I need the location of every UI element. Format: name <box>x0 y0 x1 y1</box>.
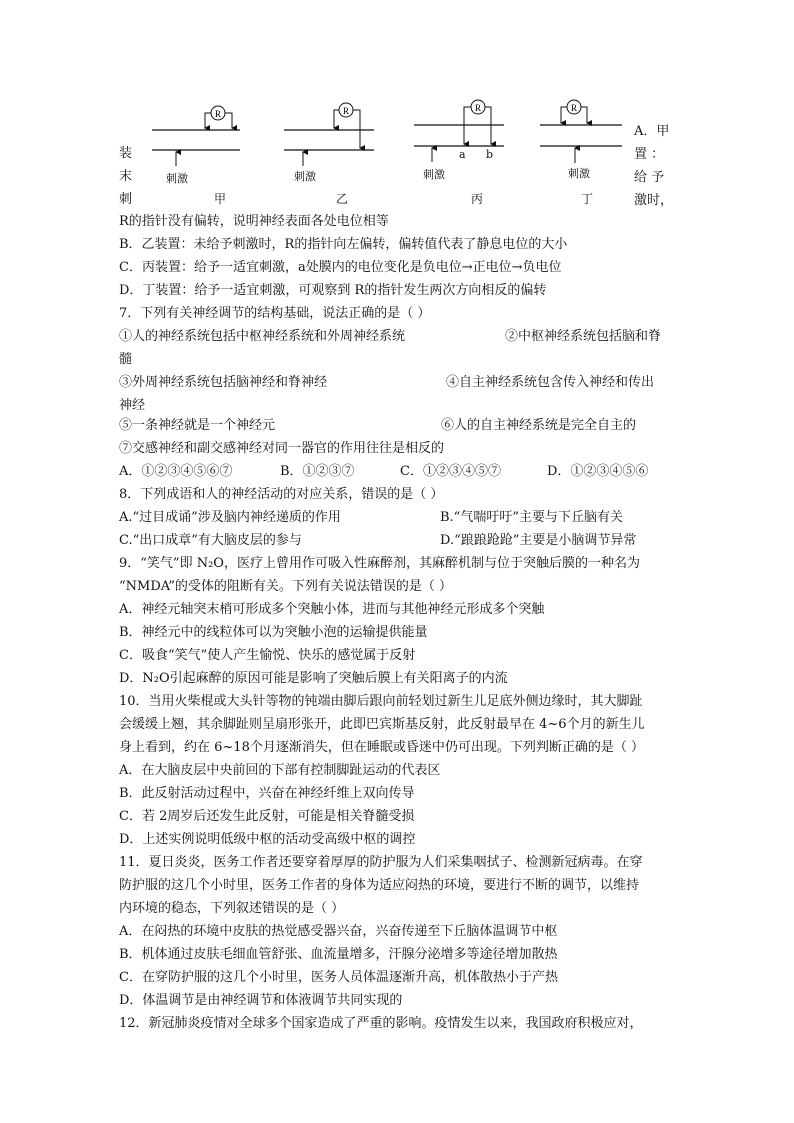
q9-option-a: A．神经元轴突末梢可形成多个突触小体，进而与其他神经元形成多个突触 <box>119 602 545 617</box>
q12-stem-line-1: 12．新冠肺炎疫情对全球多个国家造成了严重的影响。疫情发生以来，我国政府积极应对， <box>119 1016 643 1031</box>
q9-option-b: B．神经元中的线粒体可以为突触小泡的运输提供能量 <box>119 625 428 640</box>
q7-statement-4: ④自主神经系统包含传入神经和传出 <box>446 375 655 390</box>
q11-option-b: B．机体通过皮肤毛细血管舒张、血流量增多，汗腺分泌增多等途径增加散热 <box>119 947 558 962</box>
q9-option-c: C．吸食“笑气”使人产生愉悦、快乐的感觉属于反射 <box>119 648 416 663</box>
q7-statement-1: ①人的神经系统包括中枢神经系统和外周神经系统 <box>119 329 406 344</box>
q8-option-a: A.“过目成诵”涉及脑内神经递质的作用 <box>119 510 341 525</box>
q6-option-c: C．丙装置：给予一适宜刺激，a处膜内的电位变化是负电位→正电位→负电位 <box>119 260 562 275</box>
fig-right-text-3: 给 予 <box>634 170 665 185</box>
device-label-jia: 甲 <box>214 192 227 206</box>
point-b-label: b <box>486 148 494 161</box>
q7-statement-2-cont: 髓 <box>119 352 133 367</box>
q11-stem-line-3: 内环境的稳态，下列叙述错误的是（ ） <box>119 901 345 916</box>
fig-right-text-2: 置 ： <box>634 147 665 162</box>
fig-left-char-3: 刺 <box>119 192 133 207</box>
q8-stem: 8．下列成语和人的神经活动的对应关系，错误的是（ ） <box>119 487 444 502</box>
stimulus-label-yi: 刺激 <box>294 170 316 183</box>
q11-stem-line-2: 防护服的这几个小时里，医务工作者的身体为适应闷热的环境，要进行不断的调节，以维持 <box>119 878 640 893</box>
q7-statement-6: ⑥人的自主神经系统是完全自主的 <box>441 418 637 433</box>
stimulus-label-bing: 刺激 <box>423 168 445 181</box>
device-label-bing: 丙 <box>471 192 484 206</box>
device-label-ding: 丁 <box>581 192 594 206</box>
q10-option-d: D．上述实例说明低级中枢的活动受高级中枢的调控 <box>119 832 416 847</box>
q7-option-a: A．①②③④⑤⑥⑦ <box>119 464 233 479</box>
q6-option-b: B．乙装置：未给予刺激时，R的指针向左偏转，偏转值代表了静息电位的大小 <box>119 237 568 252</box>
q8-option-b: B.“气喘吁吁”主要与下丘脑有关 <box>440 510 623 525</box>
stimulus-label-jia: 刺激 <box>166 172 188 185</box>
q8-option-d: D.“踉踉跄跄”主要是小脑调节异常 <box>440 533 637 548</box>
q8-option-c: C.“出口成章”有大脑皮层的参与 <box>119 533 302 548</box>
q7-statement-3: ③外周神经系统包括脑神经和脊神经 <box>119 375 328 390</box>
q9-stem-line-1: 9．“笑气”即 N₂O，医疗上曾用作可吸入性麻醉剂，其麻醉机制与位于突触后膜的一种名为 <box>119 556 640 571</box>
q10-stem-line-2: 会缓缓上翘，其余脚趾则呈扇形张开，此即巴宾斯基反射，此反射最早在 4~6个月的新生儿 <box>119 717 645 732</box>
stimulus-label-ding: 刺激 <box>568 167 590 180</box>
q7-statement-4-cont: 神经 <box>119 398 146 413</box>
q10-option-c: C．若 2周岁后还发生此反射，可能是相关脊髓受损 <box>119 809 415 824</box>
fig-left-char-2: 末 <box>119 169 133 184</box>
q6-option-a-cont: R的指针没有偏转，说明神经表面各处电位相等 <box>119 214 389 229</box>
q7-option-c: C．①②③④⑤⑦ <box>400 464 501 479</box>
q9-stem-line-2: “NMDA”的受体的阻断有关。下列有关说法错误的是（ ） <box>119 579 453 594</box>
meter-r-ding: R <box>570 103 578 113</box>
fig-right-text-1: A．甲 <box>634 124 670 139</box>
q10-option-b: B．此反射活动过程中，兴奋在神经纤维上双向传导 <box>119 786 415 801</box>
q10-stem-line-3: 身上看到，约在 6~18个月逐渐消失，但在睡眠或昏迷中仍可出现。下列判断正确的是（ ） <box>119 740 644 755</box>
q7-statement-2: ②中枢神经系统包括脑和脊 <box>505 329 662 344</box>
q7-option-d: D．①②③④⑤⑥ <box>547 464 649 479</box>
setup-yi <box>284 103 374 166</box>
q11-option-c: C．在穿防护服的这几个小时里，医务人员体温逐渐升高，机体散热小于产热 <box>119 970 558 985</box>
q9-option-d: D．N₂O引起麻醉的原因可能是影响了突触后膜上有关阳离子的内流 <box>119 671 508 686</box>
meter-r-jia: R <box>214 109 222 119</box>
q7-statement-5: ⑤一条神经就是一个神经元 <box>119 418 276 433</box>
q10-option-a: A．在大脑皮层中央前回的下部有控制脚趾运动的代表区 <box>119 763 441 778</box>
meter-r-yi: R <box>342 106 350 116</box>
q7-stem: 7．下列有关神经调节的结构基础，说法正确的是（ ） <box>119 306 431 321</box>
setup-ding <box>540 100 622 163</box>
device-label-yi: 乙 <box>336 192 349 206</box>
fig-right-text-4: 激时， <box>634 193 674 208</box>
q7-option-b: B．①②③⑦ <box>280 464 355 479</box>
q7-statement-7: ⑦交感神经和副交感神经对同一器官的作用往往是相反的 <box>119 441 445 456</box>
meter-r-bing: R <box>474 103 482 113</box>
q11-stem-line-1: 11．夏日炎炎，医务工作者还要穿着厚厚的防护服为人们采集咽拭子、检测新冠病毒。在穿 <box>119 855 643 870</box>
q11-option-d: D．体温调节是由神经调节和体液调节共同实现的 <box>119 993 403 1008</box>
point-a-label: a <box>459 148 466 161</box>
fig-left-char-1: 装 <box>119 146 133 161</box>
q6-option-d: D．丁装置：给予一适宜刺激，可观察到 R的指针发生两次方向相反的偏转 <box>119 283 547 298</box>
q10-stem-line-1: 10．当用火柴棍或大头针等物的钝端由脚后跟向前轻划过新生儿足底外侧边缘时，其大脚趾 <box>119 694 643 709</box>
setup-jia <box>152 106 240 166</box>
q11-option-a: A．在闷热的环境中皮肤的热觉感受器兴奋，兴奋传递至下丘脑体温调节中枢 <box>119 924 558 939</box>
